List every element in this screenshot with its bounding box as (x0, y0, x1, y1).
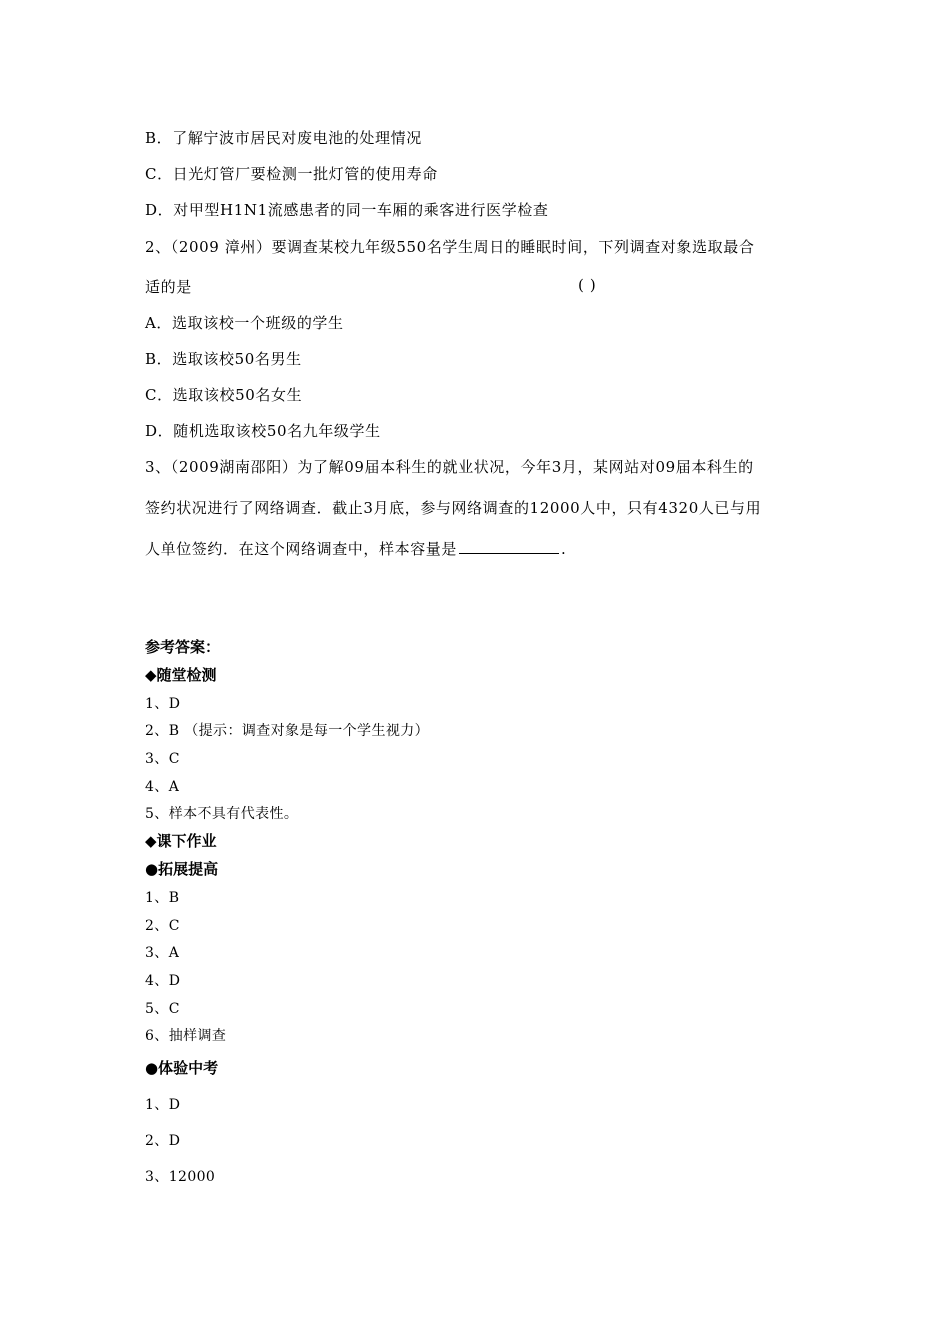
q2-option-c: C．选取该校50名女生 (145, 386, 303, 404)
q2-stem-line1: 2、（2009 漳州）要调查某校九年级550名学生周日的睡眠时间，下列调查对象选取最合 (145, 238, 755, 256)
extension-answer: 2、C (145, 918, 180, 934)
in-class-answer: 3、C (145, 751, 180, 767)
q1-option-b: B．了解宁波市居民对废电池的处理情况 (145, 129, 422, 147)
q1-option-d: D．对甲型H1N1流感患者的同一车厢的乘客进行医学检查 (145, 201, 549, 219)
q3-stem-suffix: . (561, 540, 567, 558)
in-class-answer: 5、样本不具有代表性。 (145, 806, 299, 822)
section-in-class-title: ◆随堂检测 (145, 666, 217, 684)
q2-stem-line2 (145, 276, 645, 297)
extension-answer: 4、D (145, 973, 181, 989)
q3-stem-line3 (145, 538, 566, 559)
exam-answer: 1、D (145, 1097, 181, 1113)
in-class-answer: 1、D (145, 696, 181, 712)
q2-option-b: B．选取该校50名男生 (145, 350, 302, 368)
extension-answer: 1、B (145, 890, 180, 906)
extension-answer: 6、抽样调查 (145, 1028, 227, 1044)
in-class-answer: 2、B （提示：调查对象是每一个学生视力） (145, 723, 430, 739)
q3-stem-prefix: 人单位签约．在这个网络调查中，样本容量是 (145, 540, 458, 558)
exam-answer: 3、12000 (145, 1169, 216, 1185)
q3-answer-blank (459, 539, 559, 554)
q1-option-c: C．日光灯管厂要检测一批灯管的使用寿命 (145, 165, 438, 183)
q2-option-a: A．选取该校一个班级的学生 (145, 314, 344, 332)
in-class-answer: 4、A (145, 779, 180, 795)
extension-answer: 3、A (145, 945, 180, 961)
section-exam-title: ●体验中考 (145, 1059, 219, 1077)
exam-answer: 2、D (145, 1133, 181, 1149)
section-homework-title: ◆课下作业 (145, 832, 217, 850)
q3-stem-line1: 3、（2009湖南邵阳）为了解09届本科生的就业状况，今年3月，某网站对09届本科生的 (145, 458, 754, 476)
q2-option-d: D．随机选取该校50名九年级学生 (145, 422, 381, 440)
answers-title: 参考答案： (145, 638, 221, 656)
extension-answer: 5、C (145, 1001, 180, 1017)
q2-answer-paren: ( ) (578, 276, 597, 294)
section-extension-title: ●拓展提高 (145, 860, 219, 878)
q2-stem-text: 适的是 (145, 278, 192, 296)
q3-stem-line2: 签约状况进行了网络调查．截止3月底，参与网络调查的12000人中，只有4320人已与用 (145, 499, 762, 517)
